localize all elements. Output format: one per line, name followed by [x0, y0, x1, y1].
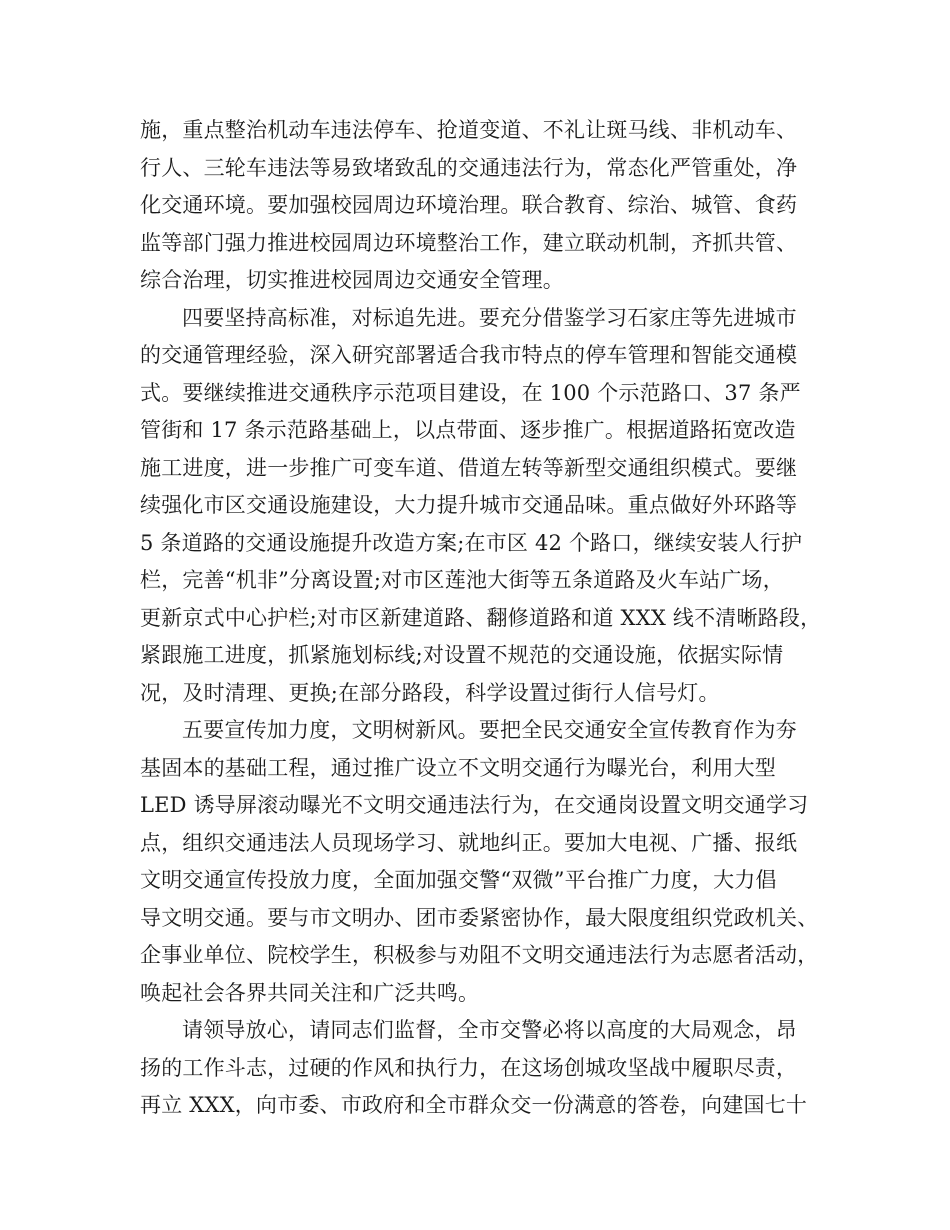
text-line: 栏，完善“机非”分离设置;对市区莲池大街等五条道路及火车站广场， [140, 568, 784, 592]
text-line: 紧跟施工进度，抓紧施划标线;对设置不规范的交通设施，依据实际情 [140, 643, 784, 667]
paragraph-first-line: 四要坚持高标准，对标追先进。要充分借鉴学习石家庄等先进城市 [182, 305, 797, 330]
text-line: 综合治理，切实推进校园周边交通安全管理。 [140, 268, 564, 292]
text-line: 扬的工作斗志，过硬的作风和执行力，在这场创城攻坚战中履职尽责， [140, 1055, 798, 1080]
text-line: 况，及时清理、更换;在部分路段，科学设置过街行人信号灯。 [140, 680, 720, 705]
text-line: 续强化市区交通设施建设，大力提升城市交通品味。重点做好外环路等 [140, 493, 798, 517]
text-line: 更新京式中心护栏;对市区新建道路、翻修道路和道 XXX 线不清晰路段， [140, 605, 822, 630]
paragraph-first-line: 五要宣传加力度，文明树新风。要把全民交通安全宣传教育作为夯 [182, 718, 797, 742]
text-line: 管街和 17 条示范路基础上，以点带面、逐步推广。根据道路拓宽改造 [140, 418, 796, 442]
text-line: 再立 XXX，向市委、市政府和全市群众交一份满意的答卷，向建国七十 [140, 1093, 808, 1117]
text-line: 施，重点整治机动车违法停车、抢道变道、不礼让斑马线、非机动车、 [140, 118, 798, 142]
text-line: 式。要继续推进交通秩序示范项目建设，在 100 个示范路口、37 条严 [140, 380, 801, 405]
text-line: 基固本的基础工程，通过推广设立不文明交通行为曝光台，利用大型 [140, 755, 776, 780]
text-line: 行人、三轮车违法等易致堵致乱的交通违法行为，常态化严管重处，净 [140, 155, 798, 180]
text-line: 5 条道路的交通设施提升改造方案;在市区 42 个路口，继续安装人行护 [140, 530, 803, 555]
paragraph-first-line: 请领导放心，请同志们监督，全市交警必将以高度的大局观念，昂 [182, 1018, 797, 1042]
text-line: 施工进度，进一步推广可变车道、借道左转等新型交通组织模式。要继 [140, 455, 798, 480]
text-line: 的交通管理经验，深入研究部署适合我市特点的停车管理和智能交通模 [140, 343, 798, 367]
text-line: 导文明交通。要与市文明办、团市委紧密协作，最大限度组织党政机关、 [140, 905, 819, 930]
text-line: 点，组织交通违法人员现场学习、就地纠正。要加大电视、广播、报纸 [140, 830, 798, 855]
text-line: 唤起社会各界共同关注和广泛共鸣。 [140, 980, 480, 1005]
text-line: LED 诱导屏滚动曝光不文明交通违法行为，在交通岗设置文明交通学习 [140, 793, 809, 817]
text-line: 文明交通宣传投放力度，全面加强交警“双微”平台推广力度，大力倡 [140, 868, 777, 892]
document-body [140, 112, 820, 1125]
text-line: 企事业单位、院校学生，积极参与劝阻不文明交通违法行为志愿者活动， [140, 943, 819, 967]
text-line: 化交通环境。要加强校园周边环境治理。联合教育、综治、城管、食药 [140, 193, 798, 217]
text-line: 监等部门强力推进校园周边环境整治工作，建立联动机制，齐抓共管、 [140, 230, 798, 255]
